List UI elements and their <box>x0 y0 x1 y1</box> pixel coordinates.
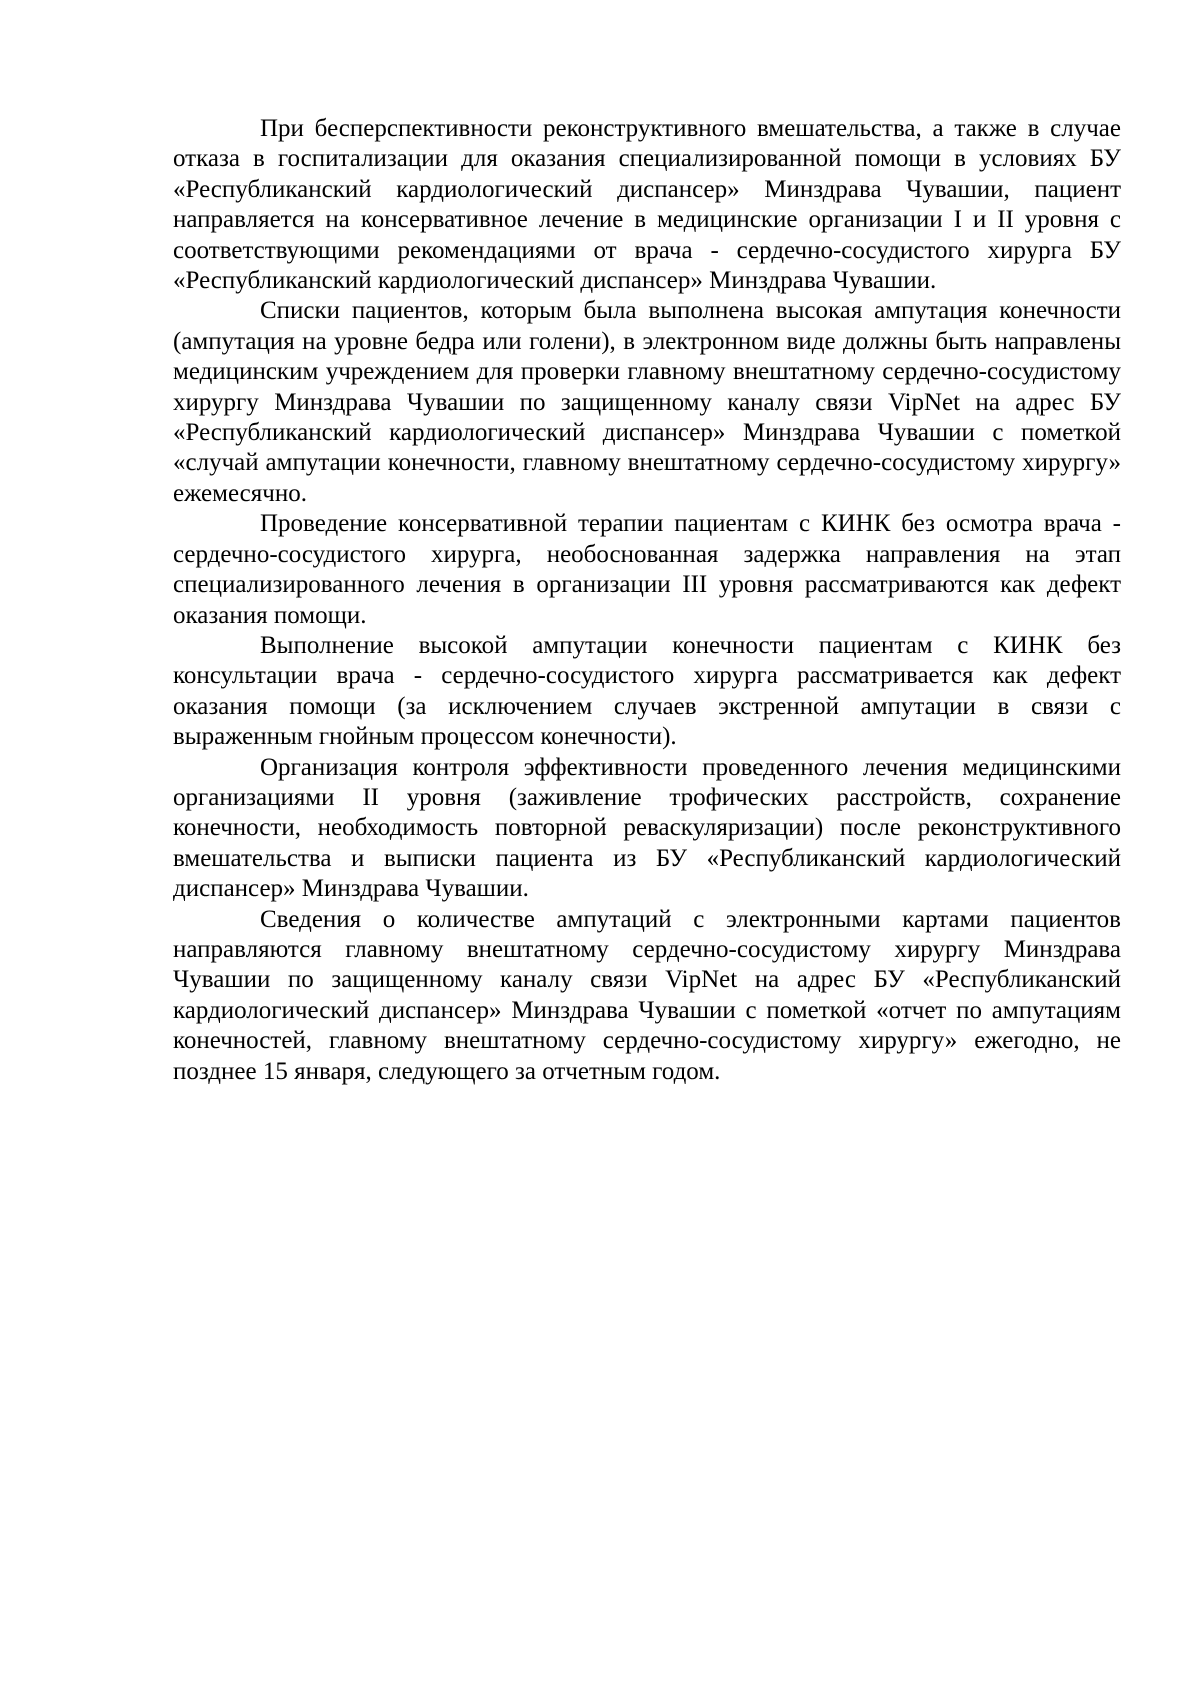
paragraph-2: Списки пациентов, которым была выполнена высокая ампутация конечности (ампутация на уровне бедра или голени), в электронном виде должны быть направлены медицинским учреждением для проверки главному внештатному сердечно-сосудистому хирургу Минздрава Чувашии по защищенному каналу связи VipNet на адрес БУ «Республиканский кардиологический диспансер» Минздрава Чувашии с пометкой «случай ампутации конечности, главному внештатному сердечно-сосудистому хирургу» ежемесячно. <box>173 297 1121 507</box>
paragraph-6: Сведения о количестве ампутаций с электронными картами пациентов направляются главному внештатному сердечно-сосудистому хирургу Минздрава Чувашии по защищенному каналу связи VipNet на адрес БУ «Республиканский кардиологический диспансер» Минздрава Чувашии с пометкой «отчет по ампутациям конечностей, главному внештатному сердечно-сосудистому хирургу» ежегодно, не позднее 15 января, следующего за отчетным годом. <box>173 905 1121 1085</box>
paragraph-5: Организация контроля эффективности проведенного лечения медицинскими организациями II уровня (заживление трофических расстройств, сохранение конечности, необходимость повторной реваскуляризации) после реконструктивного вмешательства и выписки пациента из БУ «Республиканский кардиологический диспансер» Минздрава Чувашии. <box>173 753 1121 903</box>
paragraph-1: При бесперспективности реконструктивного вмешательства, а также в случае отказа в госпитализации для оказания специализированной помощи в условиях БУ «Республиканский кардиологический диспансер» Минздрава Чувашии, пациент направляется на консервативное лечение в медицинские организации I и II уровня с соответствующими рекомендациями от врача - сердечно-сосудистого хирурга БУ «Республиканский кардиологический диспансер» Минздрава Чувашии. <box>173 115 1121 295</box>
document-body <box>173 114 1121 1087</box>
paragraph-4: Выполнение высокой ампутации конечности пациентам с КИНК без консультации врача - сердечно-сосудистого хирурга рассматривается как дефект оказания помощи (за исключением случаев экстренной ампутации в связи с выраженным гнойным процессом конечности). <box>173 631 1121 751</box>
paragraph-3: Проведение консервативной терапии пациентам с КИНК без осмотра врача - сердечно-сосудистого хирурга, необоснованная задержка направления на этап специализированного лечения в организации III уровня рассматриваются как дефект оказания помощи. <box>173 510 1121 629</box>
